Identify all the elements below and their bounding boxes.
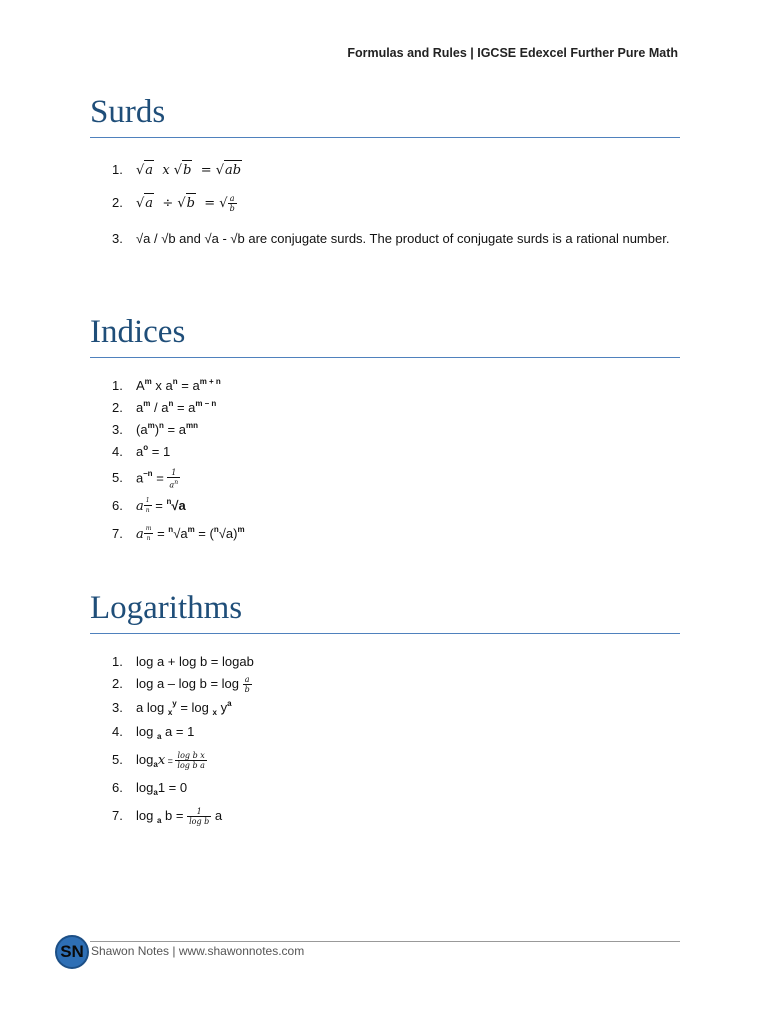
footer-divider (90, 941, 680, 942)
surds-list (90, 160, 680, 250)
list-item: 2. √a ÷ √b = √ $\frac{a}{b}$ (112, 194, 235, 213)
list-item: 5. $\log_ax$ = $\frac{\text{log b x}}{\text{log b a}}$ (112, 751, 205, 771)
list-item: 1. √a x √b = √ab (90, 160, 680, 181)
list-item: 7. log $_a$ b = $\frac{1}{\text{log b}}$ a (112, 807, 223, 827)
surds-heading: Surds (90, 94, 680, 138)
logarithms-list (90, 652, 680, 828)
list-item: 7. a $\frac{m}{n}$ = $^n√a^m = (^n√a)^m$ (112, 525, 245, 543)
logarithms-heading: Logarithms (90, 590, 680, 634)
indices-section (90, 314, 680, 546)
list-item: 4. $a^o = 1$ (112, 443, 171, 459)
footer-text: Shawon Notes | www.shawonnotes.com (91, 944, 305, 958)
list-item: 3. √a / √b and √a - √b are conjugate surds. The product of conjugate surds is a rational number. (112, 231, 670, 246)
list-item: 3. a log $_x^y$ = log $_x$ $y^a$ (112, 699, 232, 718)
logarithms-section (90, 590, 680, 828)
list-item: 3. $(a^m)^n = a^{mn}$ (112, 421, 198, 437)
list-item: 1. log a + log b = logab (112, 654, 254, 669)
list-item: 2. $a^m / a^n = a^{m - n}$ (112, 399, 217, 415)
indices-heading: Indices (90, 314, 680, 358)
list-item: 2. log a – log b = log $\frac{a}{b}$ (112, 675, 250, 695)
list-item: 6. $\log_a1 = 0$ (112, 780, 188, 798)
list-item: 5. $a^{-n}$ = $\frac{1}{a^n}$ (112, 468, 179, 490)
page-header: Formulas and Rules | IGCSE Edexcel Further Pure Math (347, 46, 678, 60)
surds-section (90, 94, 680, 250)
list-item: 1. $A^m$ x $a^n = a^{m + n}$ (112, 377, 221, 393)
indices-list (90, 376, 680, 546)
list-item: 4. log $_a$ a = 1 (112, 724, 195, 742)
list-item: 6. a $\frac{1}{n}$ = $^n$√a (112, 497, 186, 515)
shawon-notes-logo: SN (55, 935, 89, 969)
